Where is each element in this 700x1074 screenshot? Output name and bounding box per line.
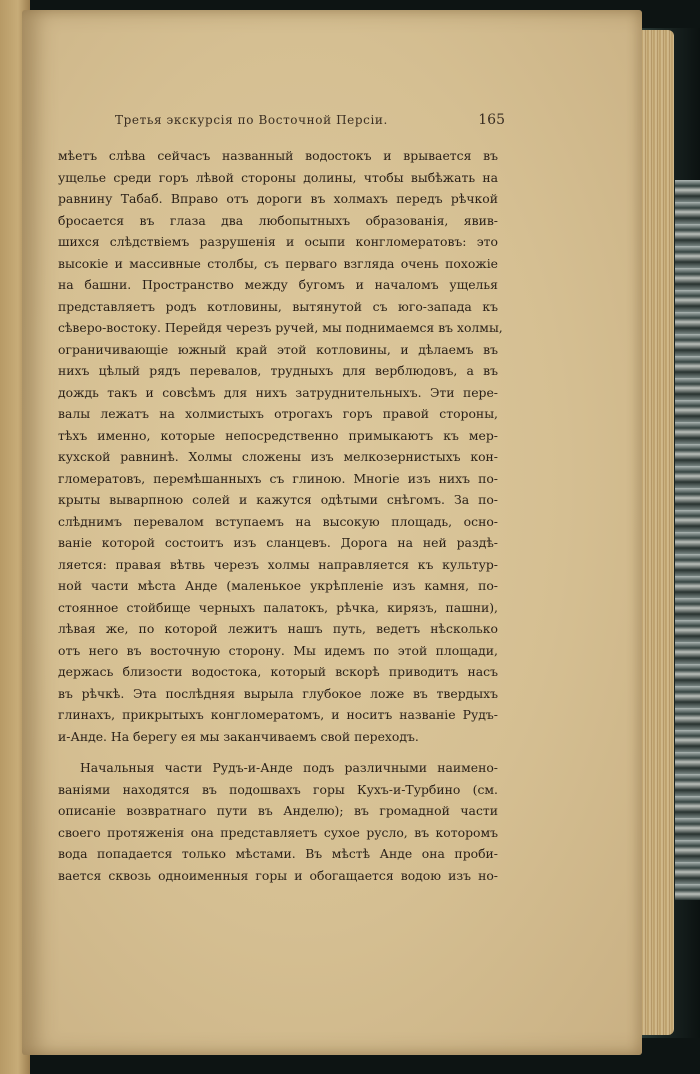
text-line: кухской равнинѣ. Холмы сложены изъ мелкозернистыхъ кон- [58,449,498,464]
text-line: слѣднимъ перевалом вступаемъ на высокую площадь, осно- [58,513,498,529]
text-line: высокіе и массивные столбы, съ перваго взгляда очень похожіе [58,255,498,271]
text-line: валы лежатъ на холмистыхъ отрогахъ горъ правой стороны, [58,406,498,421]
text-line: вода попадается только мѣстами. Въ мѣстѣ Анде она проби- [58,846,498,861]
text-line: ляется: правая вѣтвь черезъ холмы направляется къ культур- [58,556,498,572]
text-line: крыты выварпною солей и кажутся одѣтыми снѣгомъ. За по- [58,492,498,507]
body-text [58,145,503,886]
text-line: нихъ цѣлый рядъ перевалов, трудныхъ для верблюдовъ, а въ [58,363,498,378]
paragraph-gap [58,747,498,757]
page-header [115,112,505,128]
text-line: описаніе возвратнаго пути въ Анделю); въ громадной части [58,803,498,818]
text-line: ограничивающіе южный край этой котловины, и дѣлаемъ въ [58,341,498,357]
text-line: въ рѣчкѣ. Эта послѣдняя вырыла глубокое ложе въ твердыхъ [58,685,498,701]
marbled-cover [675,180,700,900]
text-line: мѣетъ слѣва сейчасъ названный водостокъ и врывается въ [58,148,498,163]
text-line: на башни. Пространство между бугомъ и началомъ ущелья [58,277,498,292]
running-title: Третья экскурсія по Восточной Персіи. [115,113,388,127]
text-line: своего протяженія она представляетъ сухое русло, въ которомъ [58,824,498,840]
text-line: глинахъ, прикрытыхъ конгломератомъ, и носитъ названіе Рудъ- [58,707,498,722]
text-line: гломератовъ, перемѣшанныхъ съ глиною. Многіе изъ нихъ по- [58,470,498,486]
text-line: вается сквозь одноименныя горы и обогащается водою изъ но- [58,867,498,883]
text-line: сѣверо-востоку. Перейдя черезъ ручей, мы поднимаемся въ холмы, [58,320,503,335]
text-line: ущелье среди горъ лѣвой стороны долины, чтобы выбѣжать на [58,169,498,185]
text-line: тѣхъ именно, которые непосредственно примыкаютъ къ мер- [58,427,498,443]
text-line: стоянное стойбище черныхъ палатокъ, рѣчка, кирязъ, пашни), [58,599,498,615]
text-line: ваніями находятся въ подошвахъ горы Кухъ-и-Турбино (см. [58,781,498,797]
text-line: Начальныя части Рудъ-и-Анде подъ различными наимено- [80,760,498,775]
text-line: держась близости водостока, который вскорѣ приводитъ насъ [58,664,498,679]
page-number: 165 [478,112,505,128]
text-line: ной части мѣста Анде (маленькое укрѣпленіе изъ камня, по- [58,578,498,593]
text-line: равнину Табаб. Вправо отъ дороги въ холмахъ передъ рѣчкой бросается въ глаза два любопытныхъ образованія, явив- [58,191,498,228]
text-line: отъ него въ восточную сторону. Мы идемъ по этой площади, [58,642,498,658]
text-line: и-Анде. На берегу ея мы заканчиваемъ свой переходъ. [58,728,419,744]
text-line: дождь такъ и совсѣмъ для нихъ затруднительныхъ. Эти пере- [58,384,498,400]
text-line: лѣвая же, по которой лежитъ нашъ путь, ведетъ нѣсколько [58,621,498,636]
text-line: шихся слѣдствіемъ разрушенія и осыпи конгломератовъ: это [58,234,498,249]
text-line: ваніе которой состоитъ изъ сланцевъ. Дорога на ней раздѣ- [58,535,498,550]
text-line: представляетъ родъ котловины, вытянутой съ юго-запада къ [58,298,498,314]
